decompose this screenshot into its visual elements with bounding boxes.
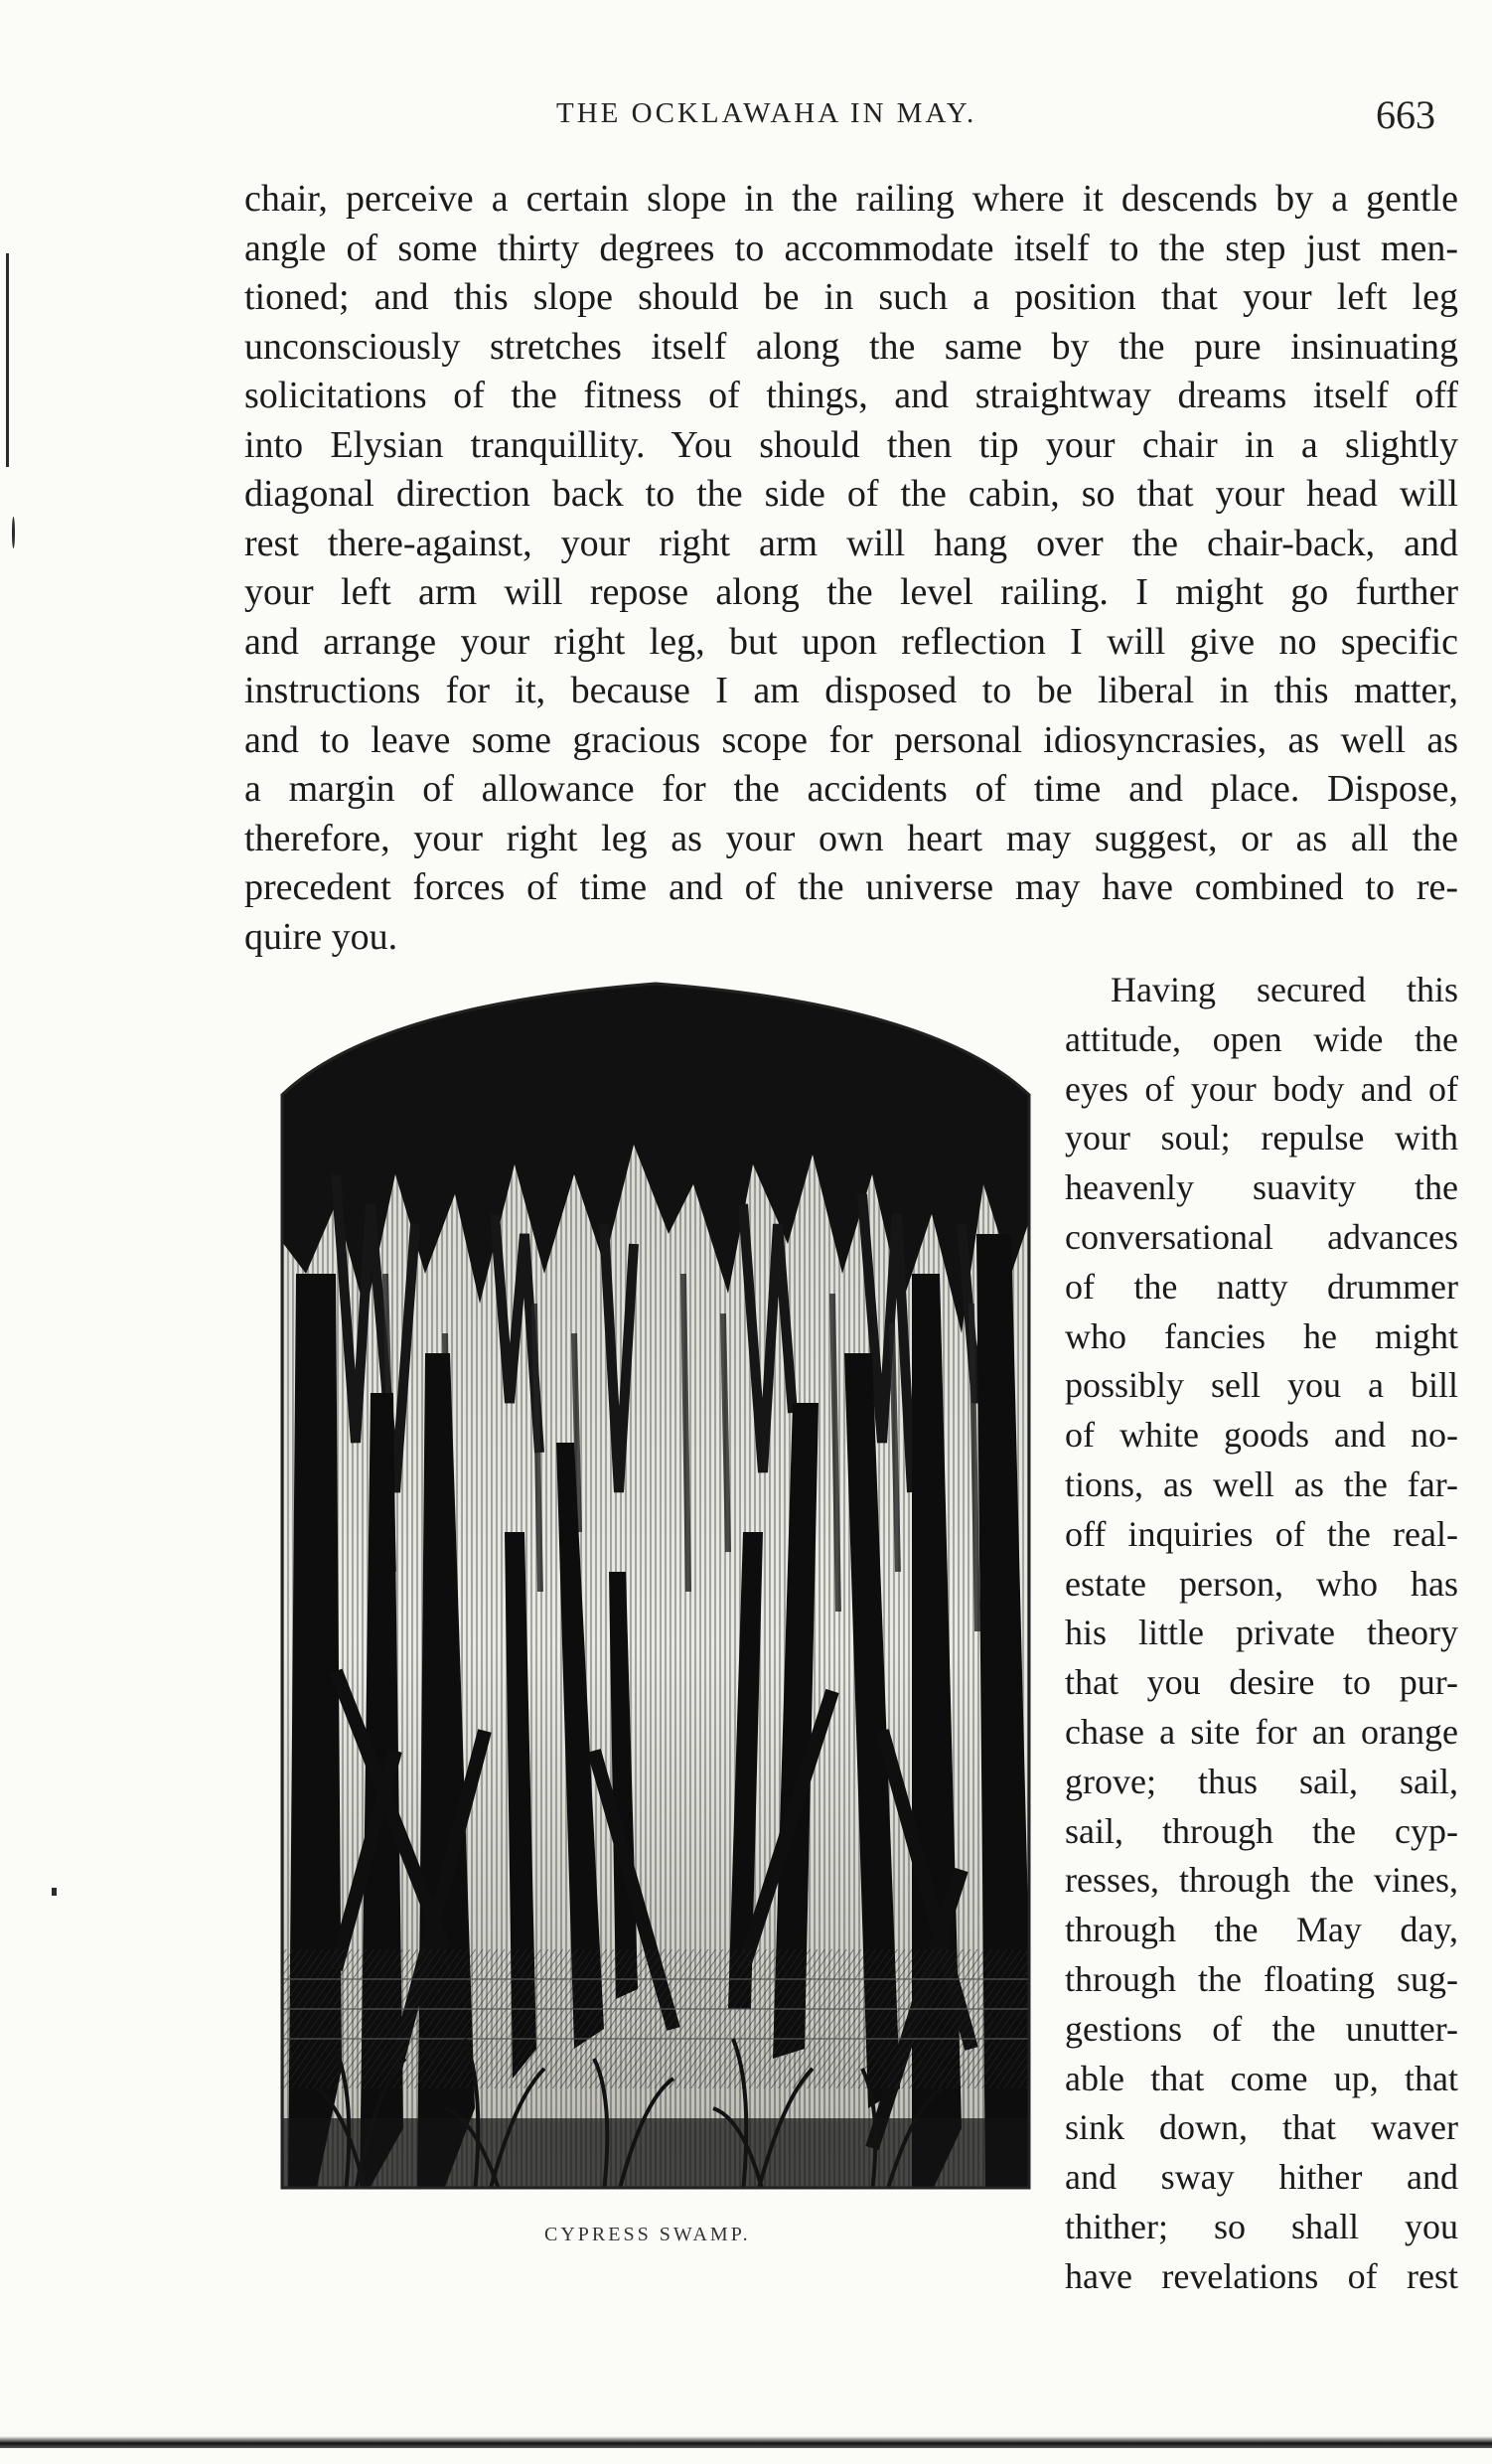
text-line: and sway hither and [1065, 2157, 1458, 2198]
text-line: tioned; and this slope should be in such a position that your left leg [244, 276, 1458, 318]
text-line: possibly sell you a bill [1065, 1365, 1458, 1406]
text-line: instructions for it, because I am disposed to be liberal in this matter, [244, 670, 1458, 711]
text-line: precedent forces of time and of the universe may have combined to re- [244, 866, 1458, 908]
text-line: gestions of the unutter- [1065, 2008, 1458, 2049]
running-title: THE OCKLAWAHA IN MAY. [556, 97, 977, 129]
text-line: grove; thus sail, sail, [1065, 1761, 1458, 1801]
text-line: thither; so shall you [1065, 2206, 1458, 2246]
text-line: attitude, open wide the [1065, 1018, 1458, 1059]
text-line: and to leave some gracious scope for personal idiosyncrasies, as well as [244, 718, 1458, 761]
text-line: Having secured this [1111, 970, 1458, 1009]
text-line: his little private theory [1065, 1613, 1458, 1653]
engraving-image [276, 976, 1035, 2192]
text-line: your left arm will repose along the level railing. I might go further [244, 571, 1458, 613]
text-line: conversational advances [1065, 1216, 1458, 1257]
margin-dot-mark [52, 1888, 57, 1896]
text-line: rest there-against, your right arm will hang over the chair-back, and [244, 522, 1458, 564]
side-paragraph [1065, 966, 1458, 2302]
page-number: 663 [1376, 92, 1435, 137]
text-line: resses, through the vines, [1065, 1860, 1458, 1901]
text-line: unconsciously stretches itself along the same by the pure insinuating [244, 325, 1458, 368]
text-line: quire you. [244, 915, 398, 958]
text-line: through the floating sug- [1065, 1958, 1458, 1999]
text-line: your soul; repulse with [1065, 1118, 1458, 1158]
text-line: angle of some thirty degrees to accommodate itself to the step just men- [244, 227, 1458, 269]
text-line: sink down, that waver [1065, 2107, 1458, 2148]
text-line: through the May day, [1065, 1910, 1458, 1950]
text-line: of the natty drummer [1065, 1266, 1458, 1307]
illustration-caption: CYPRESS SWAMP. [544, 2224, 751, 2245]
margin-rule-mark [6, 253, 9, 467]
text-line: sail, through the cyp- [1065, 1810, 1458, 1851]
margin-paren-mark [12, 517, 15, 548]
text-line: off inquiries of the real- [1065, 1513, 1458, 1554]
text-line: have revelations of rest [1065, 2255, 1458, 2296]
text-line: tions, as well as the far- [1065, 1463, 1458, 1504]
cypress-swamp-engraving [276, 976, 1035, 2192]
text-line: into Elysian tranquillity. You should then tip your chair in a slightly [244, 423, 1458, 466]
text-line: diagonal direction back to the side of the cabin, so that your head will [244, 473, 1458, 515]
text-line: heavenly suavity the [1065, 1167, 1458, 1208]
text-line: and arrange your right leg, but upon reflection I will give no specific [244, 620, 1458, 663]
text-line: therefore, your right leg as your own heart may suggest, or as all the [244, 817, 1458, 859]
text-line: able that come up, that [1065, 2058, 1458, 2098]
text-line: estate person, who has [1065, 1563, 1458, 1604]
text-line: solicitations of the fitness of things, and straightway dreams itself off [244, 375, 1458, 416]
text-line: of white goods and no- [1065, 1415, 1458, 1456]
text-line: who fancies he might [1065, 1315, 1458, 1356]
text-line: that you desire to pur- [1065, 1662, 1458, 1703]
text-line: chair, perceive a certain slope in the railing where it descends by a gentle [244, 178, 1458, 220]
main-paragraph [244, 175, 1458, 962]
text-line: a margin of allowance for the accidents of time and place. Dispose, [244, 768, 1458, 810]
page-bottom-edge [0, 2436, 1492, 2448]
text-line: eyes of your body and of [1065, 1068, 1458, 1109]
text-line: chase a site for an orange [1065, 1711, 1458, 1752]
